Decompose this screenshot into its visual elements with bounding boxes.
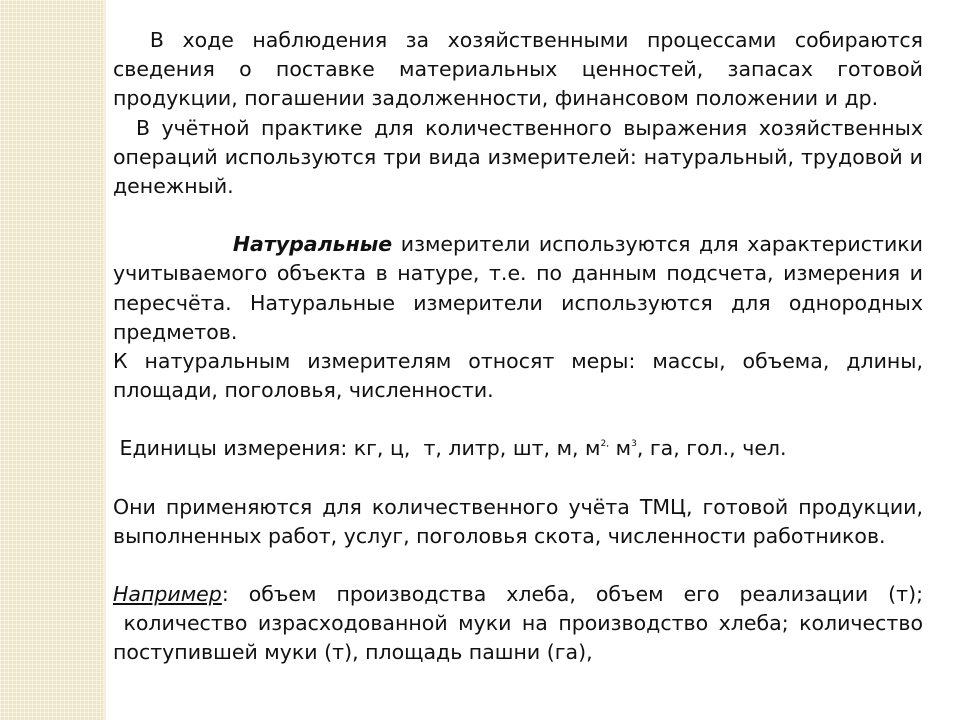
superscript-3: 3 <box>631 439 637 450</box>
indent <box>113 232 233 256</box>
slide-text <box>113 26 923 668</box>
example-text: : объем производства хлеба, объем его реализации (т); количество израсходованной муки на производство хлеба; количество поступившей муки (т), площадь пашни (га), <box>113 582 923 665</box>
paragraph-example <box>113 580 923 668</box>
spacer <box>113 551 923 580</box>
spacer <box>113 405 923 434</box>
spacer <box>113 201 923 230</box>
units-text-a: Единицы измерения: кг, ц, т, литр, шт, м, м <box>113 436 601 461</box>
term-natural: Натуральные <box>232 232 393 257</box>
paragraph-units <box>113 434 923 463</box>
units-text-c: , га, гол., чел. <box>636 436 787 461</box>
decorative-side-strip <box>0 0 103 720</box>
paragraph-measurers-types: В учётной практике для количественного выражения хозяйственных операций используются три вида измерителей: натуральный, трудовой и денежный. <box>113 115 923 199</box>
example-label: Например <box>113 582 222 607</box>
spacer <box>113 464 923 493</box>
paragraph-observation: В ходе наблюдения за хозяйственными процессами собираются сведения о поставке материальных ценностей, запасах готовой продукции, погашении задолженности, финансовом положении и др. <box>113 28 923 111</box>
paragraph-natural-measurers <box>113 230 923 347</box>
paragraph-usage: Они применяются для количественного учёта ТМЦ, готовой продукции, выполненных работ, услуг, поголовья скота, численности работников. <box>113 494 923 548</box>
superscript-2: 2, <box>600 439 610 450</box>
units-text-b: м <box>609 436 632 461</box>
paragraph-measures-list: К натуральным измерителям относят меры: массы, объема, длины, площади, поголовья, численности. <box>113 349 923 403</box>
paragraph-natural-rest: измерители используются для характеристики учитываемого объекта в натуре, т.е. по данным подсчета, измерения и пересчёта. Натуральные измерители используются для однородных предметов. <box>113 232 923 344</box>
